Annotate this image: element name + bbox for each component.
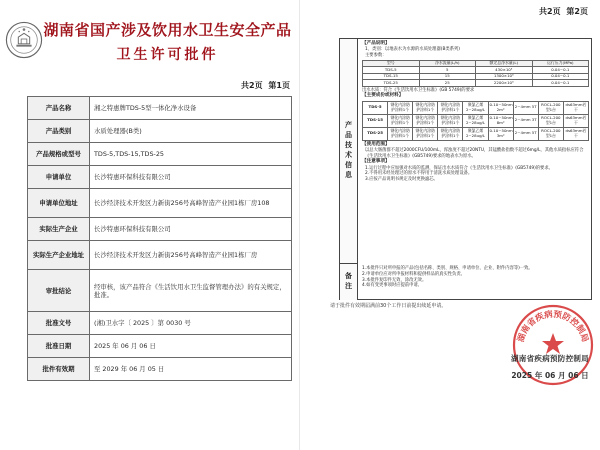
table-cell: TDS-15 (363, 114, 388, 127)
row-label: 审批结论 (28, 270, 90, 312)
row-value: 经审核，该产品符合《生活饮用水卫生监督管理办法》的有关规定，批准。 (90, 270, 292, 312)
national-emblem-icon (5, 21, 43, 59)
table-cell: 5 (419, 67, 476, 73)
section-heading: 【产品说明】 (362, 41, 390, 46)
caution-item: 2.不得用未经处理过的原水不得用于清洗水质处理设备。 (365, 171, 473, 177)
table-cell: 0.10~50nm 2m² (488, 101, 513, 114)
table-row (28, 312, 292, 335)
row-value: (湘)卫水字〔 2025 〕第 0030 号 (90, 312, 292, 335)
row-value: 长沙特惠环保科技有限公司 (90, 166, 292, 189)
table-row (28, 189, 292, 218)
page-total: 共2页 (539, 7, 561, 16)
flow-table (362, 60, 589, 87)
table-cell: 15 (419, 73, 476, 79)
issue-date: 2025 年 06 月 06 日 (511, 371, 589, 380)
column-header: 运行压力(MPa) (532, 60, 589, 66)
issuer-block (500, 353, 600, 381)
caution-item: 3.应按产品说明书规定及时更换滤芯。 (365, 177, 438, 183)
page-indicator (238, 80, 290, 91)
table-row (363, 114, 589, 127)
remarks-label: 备注 (340, 264, 358, 300)
column-header: 型号 (363, 60, 420, 66)
row-label: 产品类别 (28, 120, 90, 143)
table-cell: 钢化内涂防护涂料1个 (438, 114, 463, 127)
row-label: 申请单位 (28, 166, 90, 189)
table-cell: ds63mm若干 (563, 114, 588, 127)
caution-item: 1.运行过程中应加强对水质的监测，保证出水水质符合《生活饮用水卫生标准》(GB5749)的要求。 (365, 165, 553, 171)
row-label: 实际生产企业地址 (28, 241, 90, 270)
renewal-note: 请于批件有效期届满前30个工作日前提出续延申请。 (330, 303, 447, 309)
remark-item: 4.如有变更事项时应提前申请。 (362, 283, 422, 289)
materials-table (362, 101, 589, 141)
row-label: 实际生产企业 (28, 218, 90, 241)
document-title: 湖南省国产涉及饮用水卫生安全产品 (43, 21, 292, 39)
table-cell: TDS-15 (363, 73, 420, 79)
permit-page-2 (300, 0, 600, 450)
product-category: 1、类别：以地表水为水源的水质处理器(B类系列) (365, 47, 460, 53)
row-value: 至 2029 年 06 月 05 日 (90, 358, 292, 381)
table-cell: ROCL-200型1台 (538, 101, 563, 114)
column-header: 净水流量(L/h) (419, 60, 476, 66)
table-cell: 钢化内涂防护涂料1个 (388, 114, 413, 127)
table-cell: 聚氯乙烯2~28ug/L (463, 101, 488, 114)
table-cell: TDS-25 (363, 127, 388, 140)
table-cell: 钢化内涂防护涂料1个 (413, 114, 438, 127)
table-cell: 25 (419, 80, 476, 86)
column-header: 额定总净水量(L) (476, 60, 533, 66)
permit-info-table (27, 96, 292, 381)
row-label: 产品名称 (28, 97, 90, 120)
table-cell: TDS-5 (363, 101, 388, 114)
table-row (28, 218, 292, 241)
row-value: 湘之特惠牌TDS-5型一体化净水设备 (90, 97, 292, 120)
page-current: 第2页 (566, 7, 588, 16)
table-cell: 钢化内涂防护涂料1个 (413, 127, 438, 140)
table-cell: 0.04~0.1 (532, 67, 589, 73)
table-row (363, 80, 589, 86)
table-cell: ds63mm若干 (563, 127, 588, 140)
table-row (28, 120, 292, 143)
remark-item: 3.本批件复印件无效，涂改无效。 (362, 277, 427, 283)
row-value: 长沙经济技术开发区力新街256号高峰智造产业园1栋厂房108 (90, 189, 292, 218)
row-label: 批准日期 (28, 335, 90, 358)
row-value: 长沙经济技术开发区力新街256号高峰智造产业园1栋厂房 (90, 241, 292, 270)
page-current: 第1页 (268, 81, 290, 90)
page-indicator (536, 6, 588, 17)
effluent-note: 出水水质：符合《生活饮用水卫生标准》(GB 5749)的要求 (362, 87, 475, 93)
seal-text: 湖南省疾病预防控制局 (516, 309, 590, 344)
table-row (28, 143, 292, 166)
table-cell: 钢化内涂防护涂料1个 (388, 127, 413, 140)
document-subtitle: 卫生许可批件 (116, 47, 219, 63)
table-cell: 1300×10³ (476, 73, 533, 79)
table-cell: ROCL-200型1台 (538, 127, 563, 140)
table-cell: 2~4mm 5T (513, 101, 538, 114)
remark-item: 1.本批件只对所申报的产品(包括名称、类别、规格、申请单位、企业、附件内容等)一致。 (362, 266, 533, 271)
usage-text: 以总大肠菌群不超过2000CFU/100mL，浑浊度不超过20NTU，其锰酸盐指数不超过6mg/L，其他水质指标应符合《生活饮用水卫生标准》(GB5749)要求的地表水为原水。 (365, 147, 584, 159)
table-row (28, 270, 292, 312)
table-cell: 聚氯乙烯2~28ug/L (463, 114, 488, 127)
table-cell: ds63mm若干 (563, 101, 588, 114)
table-cell: 钢化内涂防护涂料1个 (438, 127, 463, 140)
table-row (28, 166, 292, 189)
table-row (363, 101, 589, 114)
row-label: 产品规格或型号 (28, 143, 90, 166)
table-cell: 0.10~50nm 8m² (488, 114, 513, 127)
section-heading: 【注意事项】 (362, 159, 390, 165)
table-row (28, 335, 292, 358)
table-row (28, 97, 292, 120)
table-cell: TDS-5 (363, 67, 420, 73)
table-row (28, 358, 292, 381)
remarks-content (359, 265, 592, 300)
table-row (363, 127, 589, 140)
issuer-name: 湖南省疾病预防控制局 (511, 354, 589, 363)
tech-info-sheet (339, 38, 592, 300)
tech-info-content (359, 40, 592, 263)
row-value: 2025 年 06 月 06 日 (90, 335, 292, 358)
page-total: 共2页 (241, 81, 263, 90)
tech-info-label: 产品技术信息 (340, 39, 358, 264)
table-cell: 2~4mm 3T (513, 114, 538, 127)
params-heading: 主要参数： (365, 52, 387, 58)
table-cell: 2~4mm 5T (513, 127, 538, 140)
remark-item: 2.申请单位应对所申报材料和提供样品的真实性负责。 (362, 271, 465, 277)
row-value: 水质处理器(B类) (90, 120, 292, 143)
row-label: 批件有效期 (28, 358, 90, 381)
table-cell: 0.04~0.1 (532, 73, 589, 79)
table-cell: 0.04~0.1 (532, 80, 589, 86)
table-cell: 0.10~50nm 3m² (488, 127, 513, 140)
table-cell: TDS-25 (363, 80, 420, 86)
row-label: 批准文号 (28, 312, 90, 335)
row-value: 长沙特惠环保科技有限公司 (90, 218, 292, 241)
section-heading: 【主要成份或材料】 (362, 93, 404, 99)
section-heading: 【使用范围】 (362, 141, 390, 147)
table-cell: 钢化内涂防护涂料1个 (388, 101, 413, 114)
table-cell: 钢化内涂防护涂料1个 (438, 101, 463, 114)
table-cell: 2200×10³ (476, 80, 533, 86)
table-cell: 430×10³ (476, 67, 533, 73)
row-label: 申请单位地址 (28, 189, 90, 218)
table-row (28, 241, 292, 270)
table-cell: 钢化内涂防护涂料1个 (413, 101, 438, 114)
row-value: TDS-5,TDS-15,TDS-25 (90, 143, 292, 166)
table-cell: 聚氯乙烯2~28ug/L (463, 127, 488, 140)
table-cell: ROCL-200型1台 (538, 114, 563, 127)
